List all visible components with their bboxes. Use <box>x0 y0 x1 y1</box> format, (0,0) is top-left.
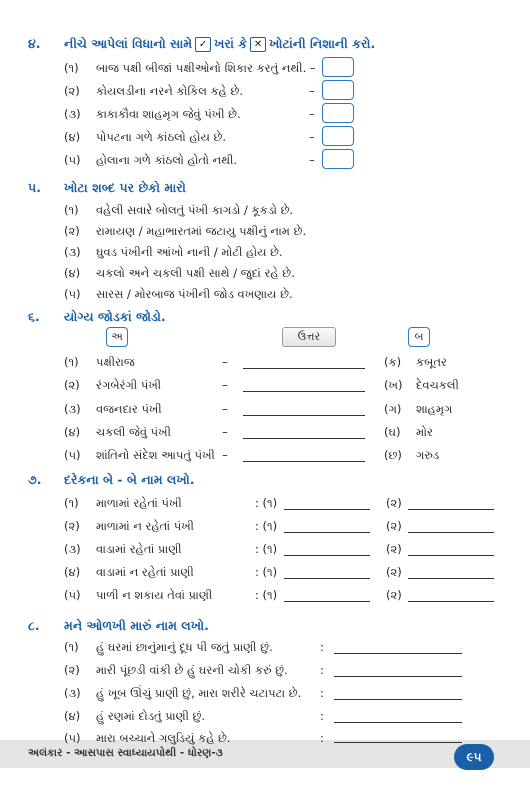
sec7-item-4 <box>64 565 194 580</box>
sec6-b-item-3 <box>384 402 452 417</box>
item-number: (ગ) <box>384 402 402 416</box>
column-b-text: ગરુડ <box>416 448 440 462</box>
answer-line-4[interactable] <box>243 438 365 439</box>
item-number: (૪) <box>64 266 81 280</box>
dash-separator: – <box>309 84 315 98</box>
sec6-item-5 <box>64 448 215 463</box>
colon: : <box>320 731 324 745</box>
colon-first: : (૧) <box>255 588 278 602</box>
category-text: વાડામાં ન રહેતાં પ્રાણી <box>96 565 194 579</box>
section-4-number: ૪. <box>28 36 41 51</box>
answer-line-3[interactable] <box>334 699 462 700</box>
item-number: (૩) <box>64 107 81 121</box>
answer-line-5[interactable] <box>243 461 365 462</box>
section-4-title-part-b: ખરાં કે <box>214 36 248 51</box>
item-number: (૫) <box>64 153 81 167</box>
sec5-item-2 <box>64 224 306 239</box>
answer-box-1[interactable] <box>322 57 354 77</box>
sec6-item-3 <box>64 402 162 417</box>
sec4-item-3 <box>64 107 241 122</box>
item-number: (૩) <box>64 402 81 416</box>
answer-line-1[interactable] <box>243 368 365 369</box>
item-number: (૨) <box>64 663 80 677</box>
statement-text: હોલાના ગળે કાંઠલો હોતો નથી. <box>96 153 238 167</box>
item-number: (૨) <box>64 519 80 533</box>
column-b-text: મોર <box>416 425 433 439</box>
column-a-text: રંગબેરંગી પંખી <box>96 378 162 392</box>
answer-box-3[interactable] <box>322 103 354 123</box>
page-number-badge: ૯૫ <box>454 744 494 770</box>
riddle-text: હું ખૂબ ઊંચું પ્રાણી છું, મારા શરીરે ચટાપટા છે. <box>96 686 302 700</box>
answer-line-5a[interactable] <box>284 601 370 602</box>
answer-line-1b[interactable] <box>408 509 494 510</box>
section-6-number: ૬. <box>28 309 40 324</box>
section-6-heading <box>28 309 166 325</box>
sec6-b-item-4 <box>384 425 433 440</box>
answer-line-3b[interactable] <box>408 555 494 556</box>
category-text: પાળી ન શકાય તેવાં પ્રાણી <box>96 588 213 602</box>
item-number: (ઘ) <box>384 425 401 439</box>
colon: : <box>320 640 324 654</box>
column-a-text: વજનદાર પંખી <box>96 402 162 416</box>
section-5-heading <box>28 180 186 196</box>
item-number: (૩) <box>64 686 81 700</box>
item-number: (૧) <box>64 640 79 654</box>
statement-text: પોપટના ગળે કાંઠલો હોય છે. <box>96 130 227 144</box>
statement-text[interactable]: રામાયણ / મહાભારતમાં જટાયુ પક્ષીનું નામ છે. <box>96 224 307 238</box>
sec5-item-1 <box>64 203 293 218</box>
colon-first: : (૧) <box>255 519 278 533</box>
statement-text: બાજ પક્ષી બીજાં પક્ષીઓનો શિકાર કરતું નથી. – <box>96 61 316 75</box>
section-6-title: યોગ્ય જોડકાં જોડો. <box>64 309 166 324</box>
item-number: (૧) <box>64 496 79 510</box>
section-5-number: ૫. <box>28 180 41 195</box>
section-8-title: મને ઓળખી મારું નામ લખો. <box>64 618 209 633</box>
item-number: (૫) <box>64 588 81 602</box>
statement-text[interactable]: સારસ / મોરબાજ પંખીની જોડ વખણાય છે. <box>96 287 293 301</box>
column-b-text: શાહમૃગ <box>416 402 453 416</box>
answer-line-2a[interactable] <box>284 532 370 533</box>
statement-text[interactable]: ઘુવડ પંખીની આંખો નાની / મોટી હોય છે. <box>96 245 283 259</box>
answer-line-1[interactable] <box>334 653 462 654</box>
section-7-title: દરેકના બે - બે નામ લખો. <box>64 472 195 487</box>
category-text: માળામાં ન રહેતાં પંખી <box>96 519 194 533</box>
item-number: (૩) <box>64 245 81 259</box>
sec7-item-2 <box>64 519 194 534</box>
sec6-b-item-5 <box>384 448 439 463</box>
column-a-text: ચકલી જેવું પંખી <box>96 425 171 439</box>
check-mark-icon: ✓ <box>195 37 211 52</box>
riddle-text: હું ઘરમાં છાનુંમાનું દૂધ પી જતું પ્રાણી છું. <box>96 640 273 654</box>
colon-first: : (૧) <box>255 565 278 579</box>
statement-text[interactable]: ચકલો અને ચકલી પક્ષી સાથે / જુદાં રહે છે. <box>96 266 295 280</box>
second-number: (૨) <box>386 588 402 602</box>
answer-box-5[interactable] <box>322 149 354 169</box>
riddle-text: મારી પૂંછડી વાંકી છે હું ઘરની ચોકી કરું છું. <box>96 663 288 677</box>
sec5-item-4 <box>64 266 295 281</box>
column-b-label: બ <box>408 327 430 347</box>
section-5-title: ખોટા શબ્દ પર છેકો મારો <box>64 180 186 195</box>
item-number: (૫) <box>64 731 81 745</box>
item-number: (૩) <box>64 542 81 556</box>
item-number: (છ) <box>384 448 402 462</box>
answer-line-5b[interactable] <box>408 601 494 602</box>
section-8-heading <box>28 618 209 634</box>
section-7-heading <box>28 472 194 488</box>
item-number: (૪) <box>64 425 81 439</box>
second-number: (૨) <box>386 519 402 533</box>
sec5-item-5 <box>64 287 293 302</box>
section-8-number: ૮. <box>28 618 40 633</box>
statement-text[interactable]: વહેલી સવારે બોલતું પંખી કાગડો / કૂકડો છે. <box>96 203 294 217</box>
answer-line-4b[interactable] <box>408 578 494 579</box>
sec6-item-1 <box>64 355 135 370</box>
sec8-item-2 <box>64 663 288 678</box>
riddle-text: મારા બચ્ચાને ગલુડિયું કહે છે. <box>96 731 231 745</box>
cross-mark-icon: ✕ <box>250 37 266 52</box>
statement-text: કોયલડીના નરને કોકિલ કહે છે. <box>96 84 244 98</box>
item-number: (૧) <box>64 355 79 369</box>
answer-line-3[interactable] <box>243 415 365 416</box>
dash-separator: – <box>222 402 228 416</box>
answer-column-label: ઉત્તર <box>282 327 336 347</box>
answer-line-4[interactable] <box>334 722 462 723</box>
colon: : <box>320 709 324 723</box>
sec8-item-4 <box>64 709 205 724</box>
column-a-label: અ <box>106 327 128 347</box>
sec6-item-2 <box>64 378 161 393</box>
dash-separator: – <box>222 378 228 392</box>
answer-line-2[interactable] <box>243 391 365 392</box>
sec4-item-2 <box>64 84 243 99</box>
item-number: (૨) <box>64 84 80 98</box>
sec4-item-5 <box>64 153 237 168</box>
second-number: (૨) <box>386 496 402 510</box>
item-number: (ક) <box>384 355 402 369</box>
sec6-item-4 <box>64 425 171 440</box>
colon: : <box>320 663 324 677</box>
sec6-b-item-2 <box>384 378 459 393</box>
answer-line-1a[interactable] <box>284 509 370 510</box>
item-number: (૧) <box>64 203 79 217</box>
dash-separator: – <box>222 425 228 439</box>
sec8-item-3 <box>64 686 301 701</box>
answer-line-2[interactable] <box>334 676 462 677</box>
column-a-text: પક્ષીરાજ <box>96 355 135 369</box>
sec7-item-5 <box>64 588 212 603</box>
second-number: (૨) <box>386 565 402 579</box>
sec4-item-1 <box>64 61 316 76</box>
dash-separator: – <box>309 153 315 167</box>
sec4-item-4 <box>64 130 226 145</box>
answer-line-4a[interactable] <box>284 578 370 579</box>
item-number: (૫) <box>64 448 81 462</box>
item-number: (૪) <box>64 565 81 579</box>
section-4-title-part-a: નીચે આપેલાં વિધાનો સામે <box>64 36 193 51</box>
dash-separator: – <box>222 448 228 462</box>
category-text: વાડામાં રહેતાં પ્રાણી <box>96 542 182 556</box>
item-number: (ખ) <box>384 378 403 392</box>
answer-line-5[interactable] <box>334 742 462 743</box>
footer-book-title: અલંકાર - આસપાસ સ્વાધ્યાયપોથી - ધોરણ-૩ <box>28 747 223 759</box>
column-b-text: કબૂતર <box>416 355 447 369</box>
answer-box-2[interactable] <box>322 80 354 100</box>
statement-text: કાકાકૌવા શાહમૃગ જેવું પંખી છે. <box>96 107 241 121</box>
sec5-item-3 <box>64 245 283 260</box>
riddle-text: હું રણમાં દોડતું પ્રાણી છું. <box>96 709 206 723</box>
answer-line-3a[interactable] <box>284 555 370 556</box>
sec6-b-item-1 <box>384 355 447 370</box>
section-4-heading <box>28 36 375 52</box>
sec8-item-1 <box>64 640 273 655</box>
answer-line-2b[interactable] <box>408 532 494 533</box>
column-a-text: શાંતિનો સંદેશ આપતું પંખી <box>96 448 215 462</box>
sec7-item-1 <box>64 496 182 511</box>
sec7-item-3 <box>64 542 182 557</box>
answer-box-4[interactable] <box>322 126 354 146</box>
sec8-item-5 <box>64 731 231 746</box>
colon-first: : (૧) <box>255 496 278 510</box>
dash-separator: – <box>222 355 228 369</box>
dash-separator: – <box>309 107 315 121</box>
item-number: (૫) <box>64 287 81 301</box>
colon: : <box>320 686 324 700</box>
item-number: (૪) <box>64 709 81 723</box>
item-number: (૨) <box>64 378 80 392</box>
section-4-title-part-c: ખોટાંની નિશાની કરો. <box>269 36 376 51</box>
section-7-number: ૭. <box>28 472 42 487</box>
item-number: (૧) <box>64 61 79 75</box>
column-b-text: દેવચકલી <box>416 378 459 392</box>
second-number: (૨) <box>386 542 402 556</box>
colon-first: : (૧) <box>255 542 278 556</box>
item-number: (૪) <box>64 130 81 144</box>
item-number: (૨) <box>64 224 80 238</box>
dash-separator: – <box>309 130 315 144</box>
category-text: માળામાં રહેતાં પંખી <box>96 496 182 510</box>
